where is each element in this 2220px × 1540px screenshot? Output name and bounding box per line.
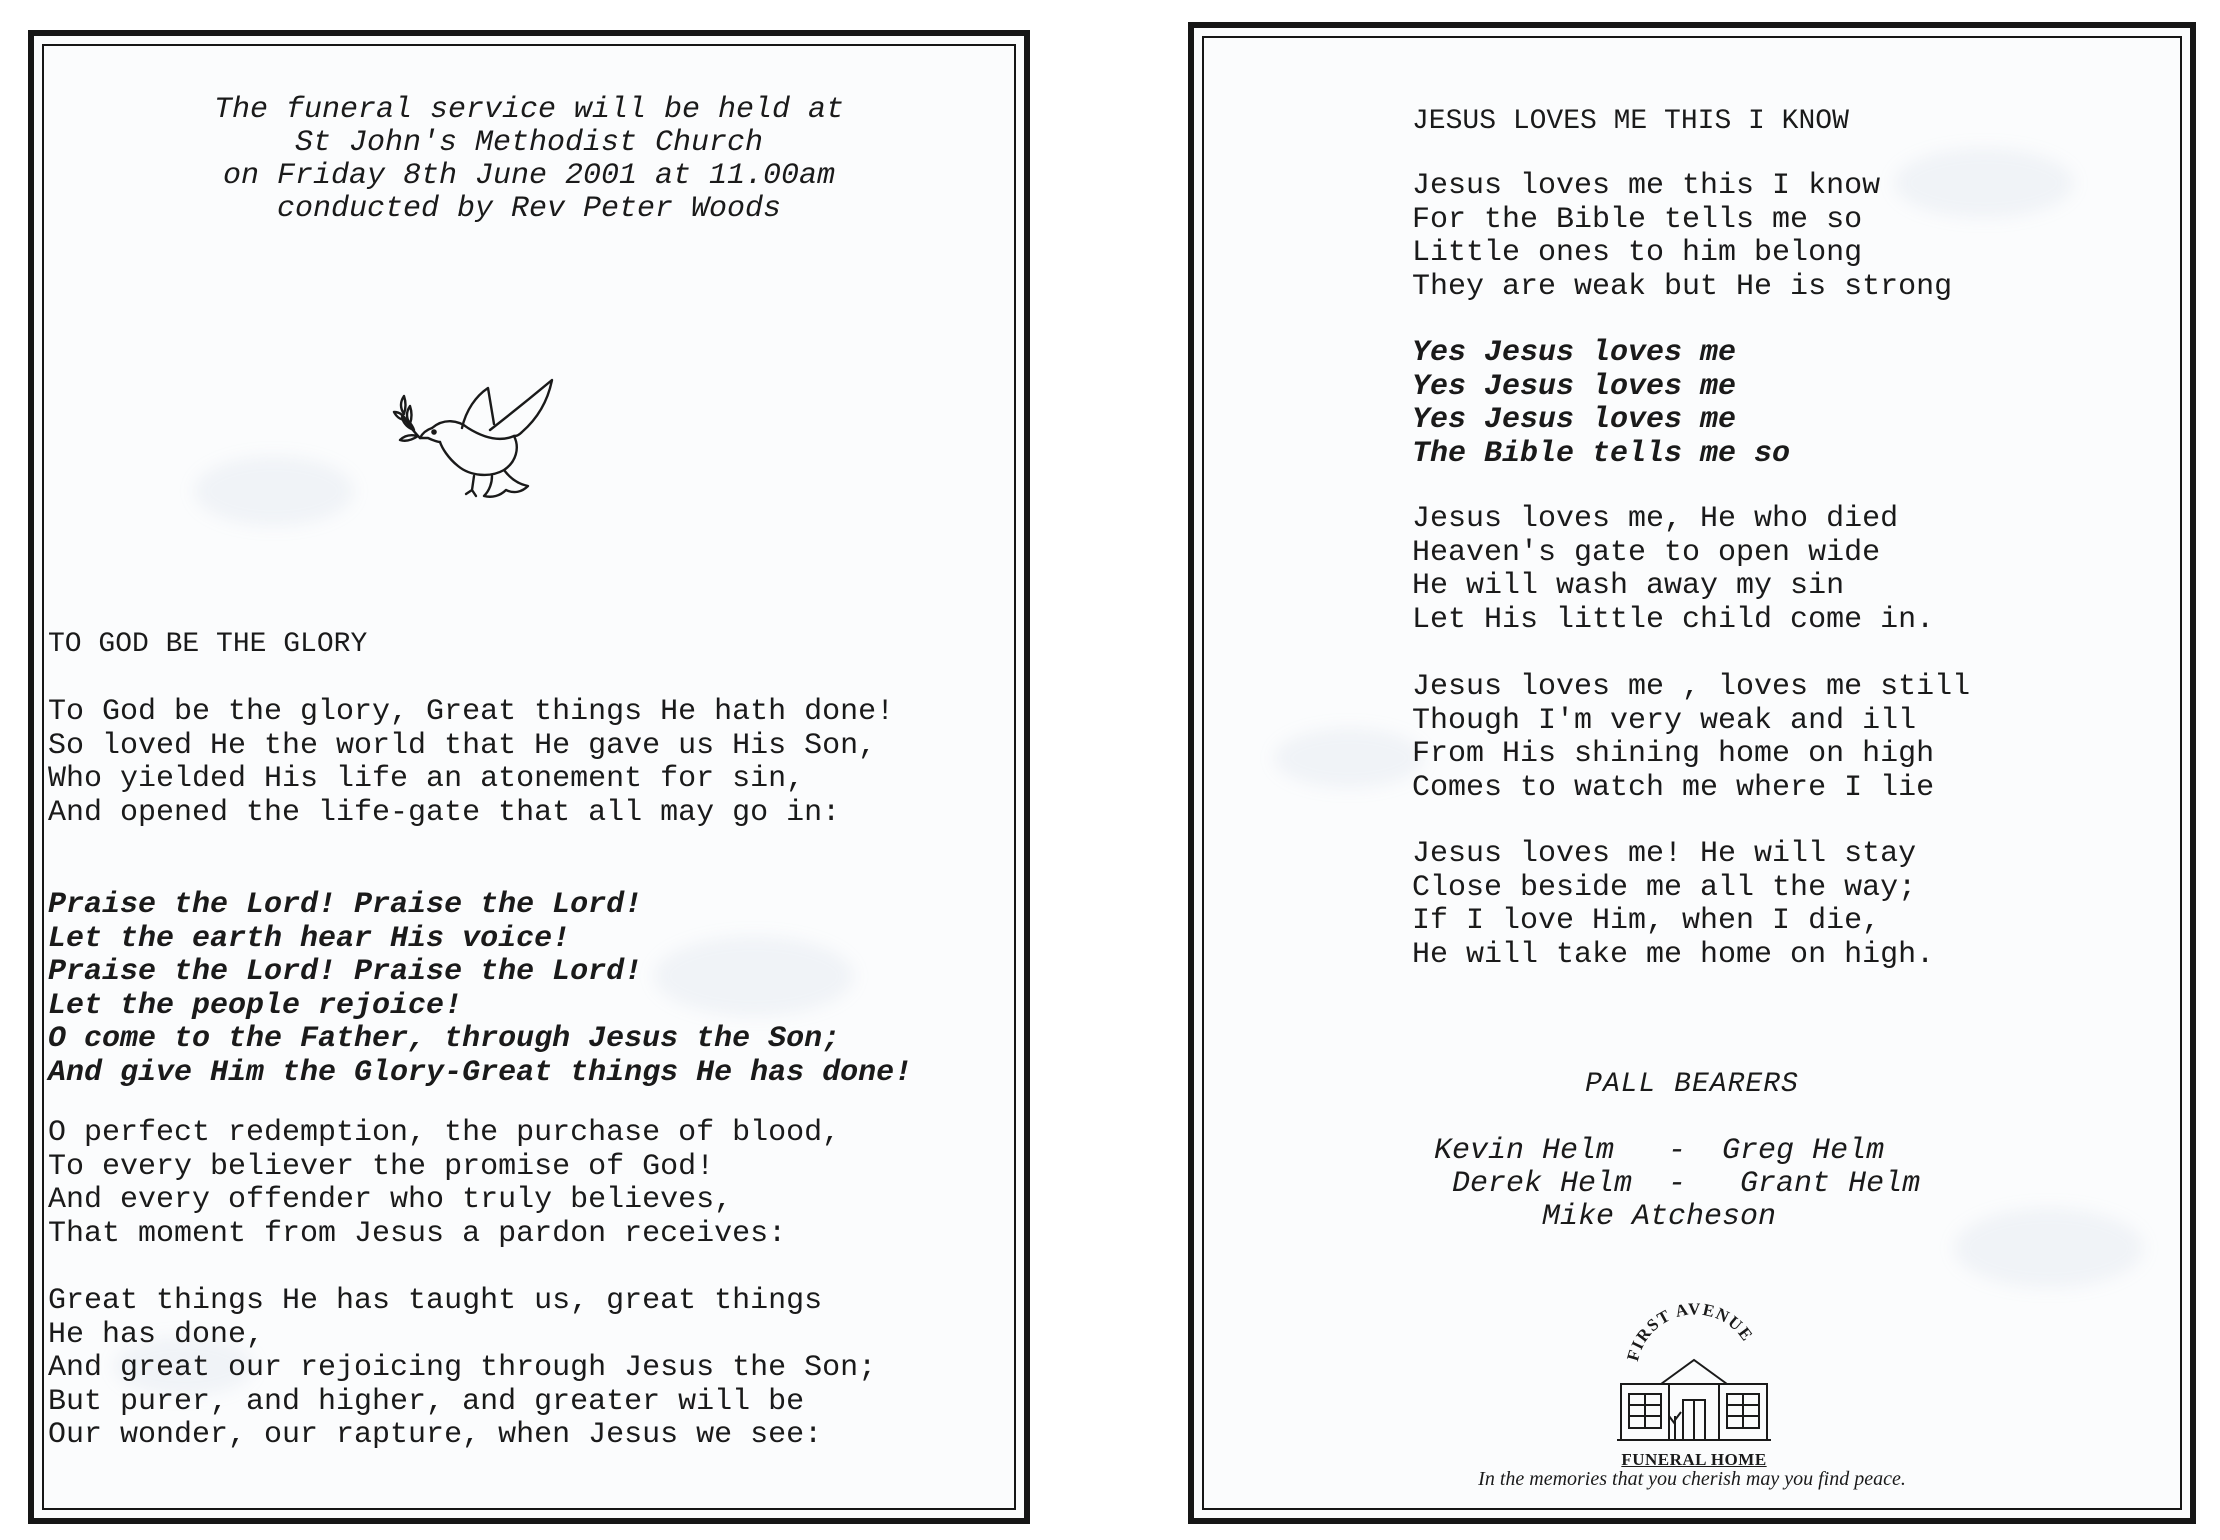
lyric-line: O perfect redemption, the purchase of blood, — [48, 1116, 841, 1150]
chorus-line: O come to the Father, through Jesus the Son; — [48, 1022, 841, 1056]
hymn-verse-1 — [1412, 170, 1952, 304]
lyric-line: To every believer the promise of God! — [48, 1149, 715, 1184]
lyric-line: They are weak but He is strong — [1412, 269, 1953, 304]
hymn-title-text: TO GOD BE THE GLORY — [48, 629, 368, 660]
lyric-line: For the Bible tells me so — [1412, 202, 1863, 237]
hymn-verse-3 — [1412, 671, 1970, 805]
date-line: on Friday 8th June 2001 at 11.00am — [222, 159, 836, 193]
lyric-line: He will take me home on high. — [1412, 937, 1935, 972]
hymn-chorus — [48, 889, 912, 1090]
chorus-line: Yes Jesus loves me — [1412, 336, 1737, 370]
lyric-line: And great our rejoicing through Jesus the Son; — [48, 1351, 877, 1385]
lyric-line: Jesus loves me! He will stay — [1412, 837, 1917, 871]
lyric-line: Jesus loves me, He who died — [1412, 502, 1899, 536]
lyric-line: Great things He has taught us, great things — [48, 1284, 823, 1318]
memorial-tagline: In the memories that you cherish may you find peace. — [1478, 1468, 1906, 1490]
dove-with-olive-branch-icon — [392, 366, 572, 506]
funeral-home-name: FUNERAL HOME — [1621, 1450, 1767, 1469]
church-line: St John's Methodist Church — [294, 126, 764, 160]
lyric-line: Who yielded His life an atonement for sin, — [48, 762, 805, 796]
lyric-line: If I love Him, when I die, — [1412, 904, 1881, 938]
lyric-line: But purer, and higher, and greater will be — [48, 1384, 805, 1419]
chorus-line: Yes Jesus loves me — [1412, 403, 1737, 437]
chorus-line: And give Him the Glory-Great things He has done! — [48, 1055, 913, 1090]
right-page — [1188, 22, 2196, 1524]
hymn-verse-3 — [48, 1285, 876, 1453]
chorus-line: Let the people rejoice! — [48, 988, 463, 1023]
pall-bearers-list — [1434, 1135, 1920, 1234]
lyric-line: He has done, — [48, 1317, 265, 1352]
service-details — [34, 94, 1024, 226]
pall-bearer-line: Derek Helm - Grant Helm — [1434, 1167, 1921, 1201]
lyric-line: And opened the life-gate that all may go in: — [48, 795, 841, 830]
service-line: The funeral service will be held at — [213, 93, 845, 127]
hymn-title-text: JESUS LOVES ME THIS I KNOW — [1412, 106, 1849, 137]
chorus-line: Yes Jesus loves me — [1412, 369, 1737, 404]
lyric-line: Comes to watch me where I lie — [1412, 770, 1935, 805]
hymn-verse-2 — [48, 1117, 840, 1251]
pall-bearers-heading — [1194, 1068, 2190, 1102]
lyric-line: That moment from Jesus a pardon receives: — [48, 1216, 787, 1251]
chorus-line: The Bible tells me so — [1412, 436, 1791, 471]
officiant-line: conducted by Rev Peter Woods — [276, 192, 782, 226]
lyric-line: From His shining home on high — [1412, 737, 1935, 771]
lyric-line: Heaven's gate to open wide — [1412, 535, 1881, 570]
chorus-line: Praise the Lord! Praise the Lord! — [48, 955, 643, 989]
lyric-line: Close beside me all the way; — [1412, 870, 1917, 905]
logo-arc-text: FIRST AVENUE — [1623, 1299, 1758, 1364]
pall-bearers-heading-text: PALL BEARERS — [1585, 1069, 1799, 1100]
chorus-line: Let the earth hear His voice! — [48, 921, 571, 956]
hymn-chorus — [1412, 337, 1790, 471]
hymn-verse-4 — [1412, 838, 1934, 972]
hymn-title — [48, 628, 367, 662]
lyric-line: Jesus loves me , loves me still — [1412, 670, 1971, 704]
left-page — [28, 30, 1030, 1524]
pall-bearer-line: Kevin Helm - Greg Helm — [1434, 1134, 1885, 1168]
hymn-verse-1 — [48, 696, 894, 830]
funeral-home-logo — [1609, 1298, 1779, 1483]
svg-text:FIRST AVENUE — [1623, 1299, 1757, 1363]
lyric-line: Little ones to him belong — [1412, 236, 1863, 270]
funeral-home-building-icon — [1609, 1298, 1779, 1448]
lyric-line: To God be the glory, Great things He hath done! — [48, 695, 895, 729]
hymn-title — [1412, 105, 1849, 139]
lyric-line: Jesus loves me this I know — [1412, 169, 1881, 203]
lyric-line: So loved He the world that He gave us His Son, — [48, 728, 877, 763]
hymn-verse-2 — [1412, 503, 1934, 637]
lyric-line: Let His little child come in. — [1412, 602, 1935, 637]
lyric-line: He will wash away my sin — [1412, 569, 1845, 603]
chorus-line: Praise the Lord! Praise the Lord! — [48, 888, 643, 922]
pall-bearer-line: Mike Atcheson — [1434, 1200, 1777, 1234]
lyric-line: Our wonder, our rapture, when Jesus we see: — [48, 1418, 823, 1452]
lyric-line: And every offender who truly believes, — [48, 1183, 733, 1217]
lyric-line: Though I'm very weak and ill — [1412, 703, 1917, 738]
